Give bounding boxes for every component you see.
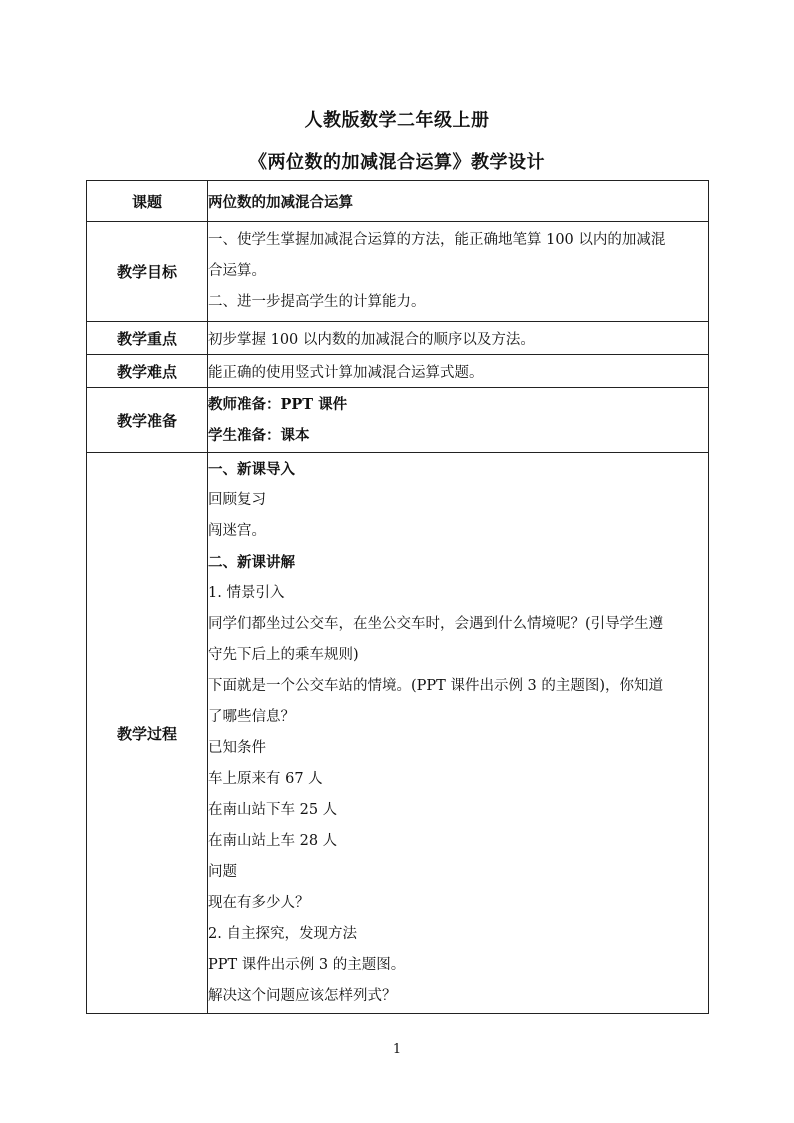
process-line: 问题 [208, 864, 237, 880]
label-preparation: 教学准备 [87, 388, 208, 453]
label-process: 教学过程 [87, 453, 208, 1014]
process-line: 车上原来有 67 人 [208, 771, 323, 787]
row-preparation [87, 388, 709, 453]
process-line: PPT 课件出示例 3 的主题图。 [208, 957, 406, 973]
preparation-line: 教师准备：PPT 课件 [208, 396, 348, 413]
value-process [208, 453, 709, 1014]
process-heading: 一、新课导入 [208, 461, 295, 478]
process-line: 在南山站上车 28 人 [208, 833, 338, 849]
process-line: 现在有多少人？ [208, 895, 310, 911]
value-difficulties: 能正确的使用竖式计算加减混合运算式题。 [208, 355, 709, 388]
value-key-points: 初步掌握 100 以内数的加减混合的顺序以及方法。 [208, 322, 709, 355]
document-title: 人教版数学二年级上册 [304, 110, 490, 131]
label-goals: 教学目标 [87, 222, 208, 322]
process-line: 下面就是一个公交车站的情境。(PPT 课件出示例 3 的主题图)，你知道 [208, 678, 664, 694]
process-line: 在南山站下车 25 人 [208, 802, 338, 818]
label-difficulties: 教学难点 [87, 355, 208, 388]
row-process [87, 453, 709, 1014]
process-line: 解决这个问题应该怎样列式？ [208, 988, 397, 1004]
label-key-points: 教学重点 [87, 322, 208, 355]
process-line: 闯迷宫。 [208, 523, 266, 539]
process-heading: 二、新课讲解 [208, 554, 295, 571]
goals-line: 合运算。 [208, 263, 266, 279]
value-topic: 两位数的加减混合运算 [208, 181, 709, 222]
process-line: 同学们都坐过公交车，在坐公交车时，会遇到什么情境呢？(引导学生遵 [208, 616, 664, 632]
process-line: 2. 自主探究，发现方法 [208, 926, 357, 942]
row-goals [87, 222, 709, 322]
row-key-points [87, 322, 709, 355]
process-line: 回顾复习 [208, 492, 266, 508]
document-subtitle: 《两位数的加减混合运算》教学设计 [249, 152, 545, 173]
goals-line: 二、进一步提高学生的计算能力。 [208, 294, 426, 310]
page-number: 1 [392, 1042, 402, 1057]
goals-line: 一、使学生掌握加减混合运算的方法，能正确地笔算 100 以内的加减混 [208, 232, 666, 248]
lesson-plan-table [86, 180, 709, 1014]
process-line: 了哪些信息？ [208, 709, 295, 725]
value-preparation [208, 388, 709, 453]
row-difficulties [87, 355, 709, 388]
process-line: 1. 情景引入 [208, 585, 285, 601]
process-line: 已知条件 [208, 740, 266, 756]
preparation-line: 学生准备：课本 [208, 427, 310, 444]
row-topic [87, 181, 709, 222]
value-goals [208, 222, 709, 322]
label-topic: 课题 [87, 181, 208, 222]
process-line: 守先下后上的乘车规则) [208, 647, 359, 663]
